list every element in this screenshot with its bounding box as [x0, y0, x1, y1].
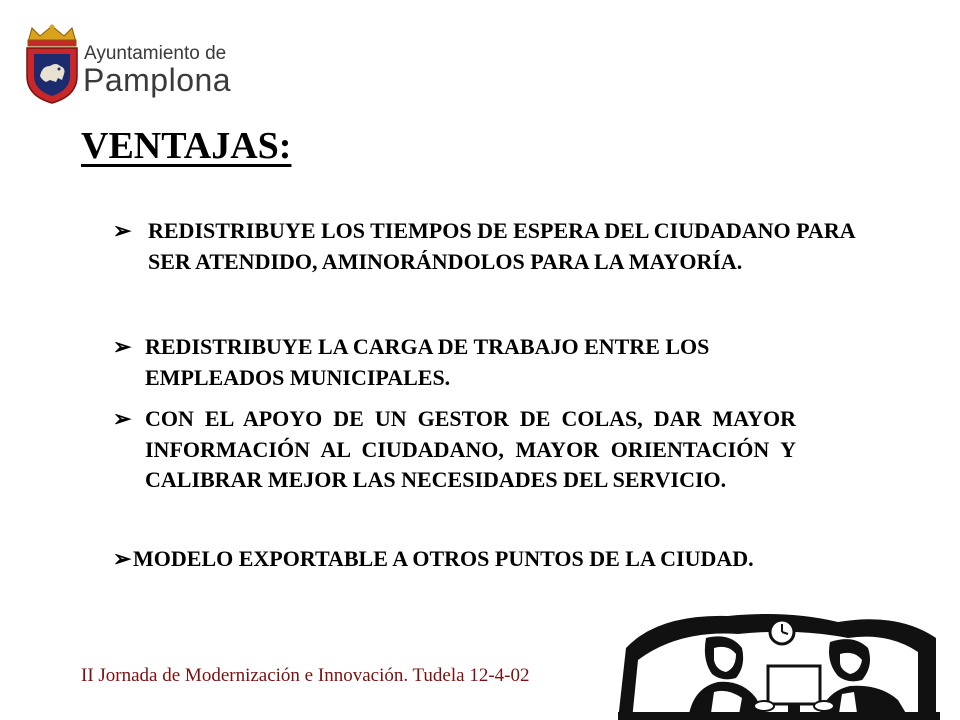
logo-text-ayuntamiento: Ayuntamiento de — [84, 43, 227, 64]
arrow-bullet-icon: ➢ — [113, 218, 132, 243]
logo-ayuntamiento — [22, 24, 232, 104]
arrow-bullet-icon: ➢ — [113, 334, 132, 359]
pamplona-shield-icon — [22, 24, 82, 104]
footer-text: II Jornada de Modernización e Innovación. Tudela 12-4-02 — [81, 665, 530, 686]
bullet-text: MODELO EXPORTABLE A OTROS PUNTOS DE LA CIUDAD. — [133, 546, 754, 571]
office-service-desk-clipart — [618, 608, 940, 720]
arrow-bullet-icon: ➢ — [113, 546, 132, 571]
list-item — [113, 404, 796, 496]
list-item — [113, 332, 843, 393]
bullet-text: CON EL APOYO DE UN GESTOR DE COLAS, DAR MAYOR INFORMACIÓN AL CIUDADANO, MAYOR ORIENTACIÓN Y CALIBRAR MEJOR LAS NECESIDADES DEL SERVICIO. — [145, 406, 796, 493]
bullet-text: REDISTRIBUYE LA CARGA DE TRABAJO ENTRE LOS EMPLEADOS MUNICIPALES. — [145, 334, 710, 390]
bullet-text: REDISTRIBUYE LOS TIEMPOS DE ESPERA DEL CIUDADANO PARA SER ATENDIDO, AMINORÁNDOLOS PARA LA MAYORÍA. — [148, 218, 855, 274]
list-item — [113, 544, 813, 575]
logo-text-pamplona: Pamplona — [83, 62, 232, 98]
arrow-bullet-icon: ➢ — [113, 406, 132, 431]
page-title: VENTAJAS: — [81, 125, 292, 167]
list-item — [113, 216, 883, 277]
